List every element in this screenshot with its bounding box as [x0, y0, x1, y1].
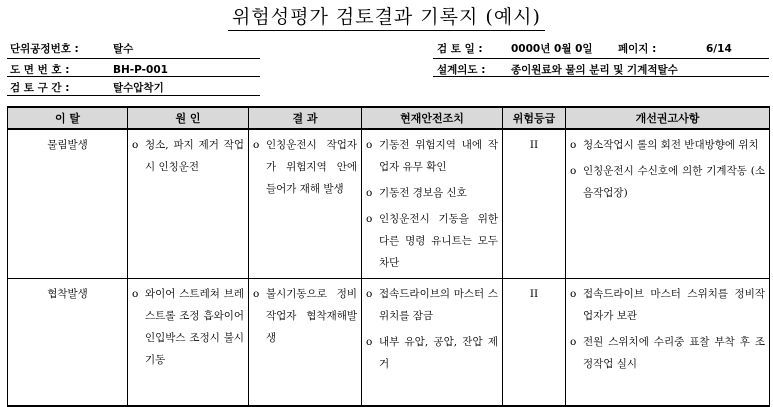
review-section-row	[10, 80, 164, 95]
list-item: o 접속드라이브 마스터 스위치를 정비작업자가 보관	[570, 283, 765, 327]
bullet: o	[366, 187, 373, 199]
review-date-label: 검 토 일 :	[437, 43, 483, 55]
list-item: o 불시기동으로 정비작업자 협착재해발생	[253, 283, 357, 349]
drawing-no-row	[10, 62, 168, 77]
risk-grade-cell: II	[503, 279, 566, 407]
design-intent-row	[437, 62, 678, 77]
design-intent-value: 종이원료와 물의 분리 및 기계적탈수	[511, 64, 678, 76]
recommendation-cell	[566, 279, 770, 407]
list-item: o 인칭운전시 수신호에 의한 기계작동 (소음작업장)	[570, 160, 765, 204]
divider	[7, 76, 260, 77]
document-title: 위험성평가 검토결과 기록지 (예시)	[0, 2, 773, 31]
bullet: o	[366, 213, 373, 225]
divider	[7, 95, 260, 96]
table-header-row	[8, 107, 770, 129]
review-section-label: 검 토 구 간 :	[10, 82, 70, 94]
bullet: o	[366, 139, 373, 151]
list-item: o 전원 스위치에 수리중 표찰 부착 후 조정작업 실시	[570, 331, 765, 375]
divider	[433, 58, 769, 59]
list-item: o 청소작업시 롤의 회전 반대방향에 위치	[570, 134, 765, 156]
list-item: o 인칭운전시 작업자가 위험지역 안에 들어가 재해 발생	[253, 134, 357, 200]
risk-grade-cell: II	[503, 129, 566, 279]
cause-cell	[128, 279, 249, 407]
divider	[433, 76, 769, 77]
review-date-value: 0000년 0월 0일	[511, 43, 593, 55]
table-row	[8, 129, 770, 279]
review-date-row	[437, 41, 732, 56]
list-item: o 인칭운전시 기동을 위한 다른 명령 유니트는 모두 차단	[366, 208, 498, 274]
bullet: o	[132, 288, 139, 300]
drawing-no-label: 도 면 번 호 :	[10, 64, 70, 76]
bullet: o	[570, 165, 577, 177]
deviation-cell: 물림발생	[8, 129, 128, 279]
list-item: o 기동전 위험지역 내에 작업자 유무 확인	[366, 134, 498, 178]
cause-cell	[128, 129, 249, 279]
header-result: 결 과	[249, 107, 362, 129]
unit-process-row	[10, 41, 133, 56]
bullet: o	[570, 336, 577, 348]
bullet: o	[253, 139, 260, 151]
bullet: o	[366, 288, 373, 300]
review-section-value: 탈수압착기	[113, 82, 164, 94]
review-table	[7, 106, 770, 407]
bullet: o	[253, 288, 260, 300]
header-recommendation: 개선권고사항	[566, 107, 770, 129]
table-row	[8, 279, 770, 407]
page-label: 페이지 :	[618, 43, 657, 55]
header-cause: 원 인	[128, 107, 249, 129]
list-item: o 내부 유압, 공압, 잔압 제거	[366, 331, 498, 375]
bullet: o	[132, 139, 139, 151]
list-item: o 접속드라이브의 마스터 스위치를 잠금	[366, 283, 498, 327]
deviation-cell: 협착발생	[8, 279, 128, 407]
header-deviation: 이 탈	[8, 107, 128, 129]
result-cell	[249, 129, 362, 279]
unit-process-label: 단위공정번호 :	[10, 43, 79, 55]
header-current-safety: 현재안전조치	[362, 107, 503, 129]
result-cell	[249, 279, 362, 407]
drawing-no-value: BH-P-001	[113, 64, 168, 76]
header-risk-grade: 위험등급	[503, 107, 566, 129]
recommendation-cell	[566, 129, 770, 279]
list-item: o 청소, 파지 제거 작업시 인칭운전	[132, 134, 244, 178]
design-intent-label: 설계의도 :	[437, 64, 486, 76]
bullet: o	[570, 139, 577, 151]
bullet: o	[366, 336, 373, 348]
unit-process-value: 탈수	[113, 43, 134, 55]
page-value: 6/14	[706, 43, 732, 55]
list-item: o 기동전 경보음 신호	[366, 182, 498, 204]
divider	[7, 58, 260, 59]
bullet: o	[570, 288, 577, 300]
measure-cell	[362, 279, 503, 407]
measure-cell	[362, 129, 503, 279]
list-item: o 와이어 스트레쳐 브레스트롤 조정 흡와이어 인입박스 조정시 불시기동	[132, 283, 244, 371]
